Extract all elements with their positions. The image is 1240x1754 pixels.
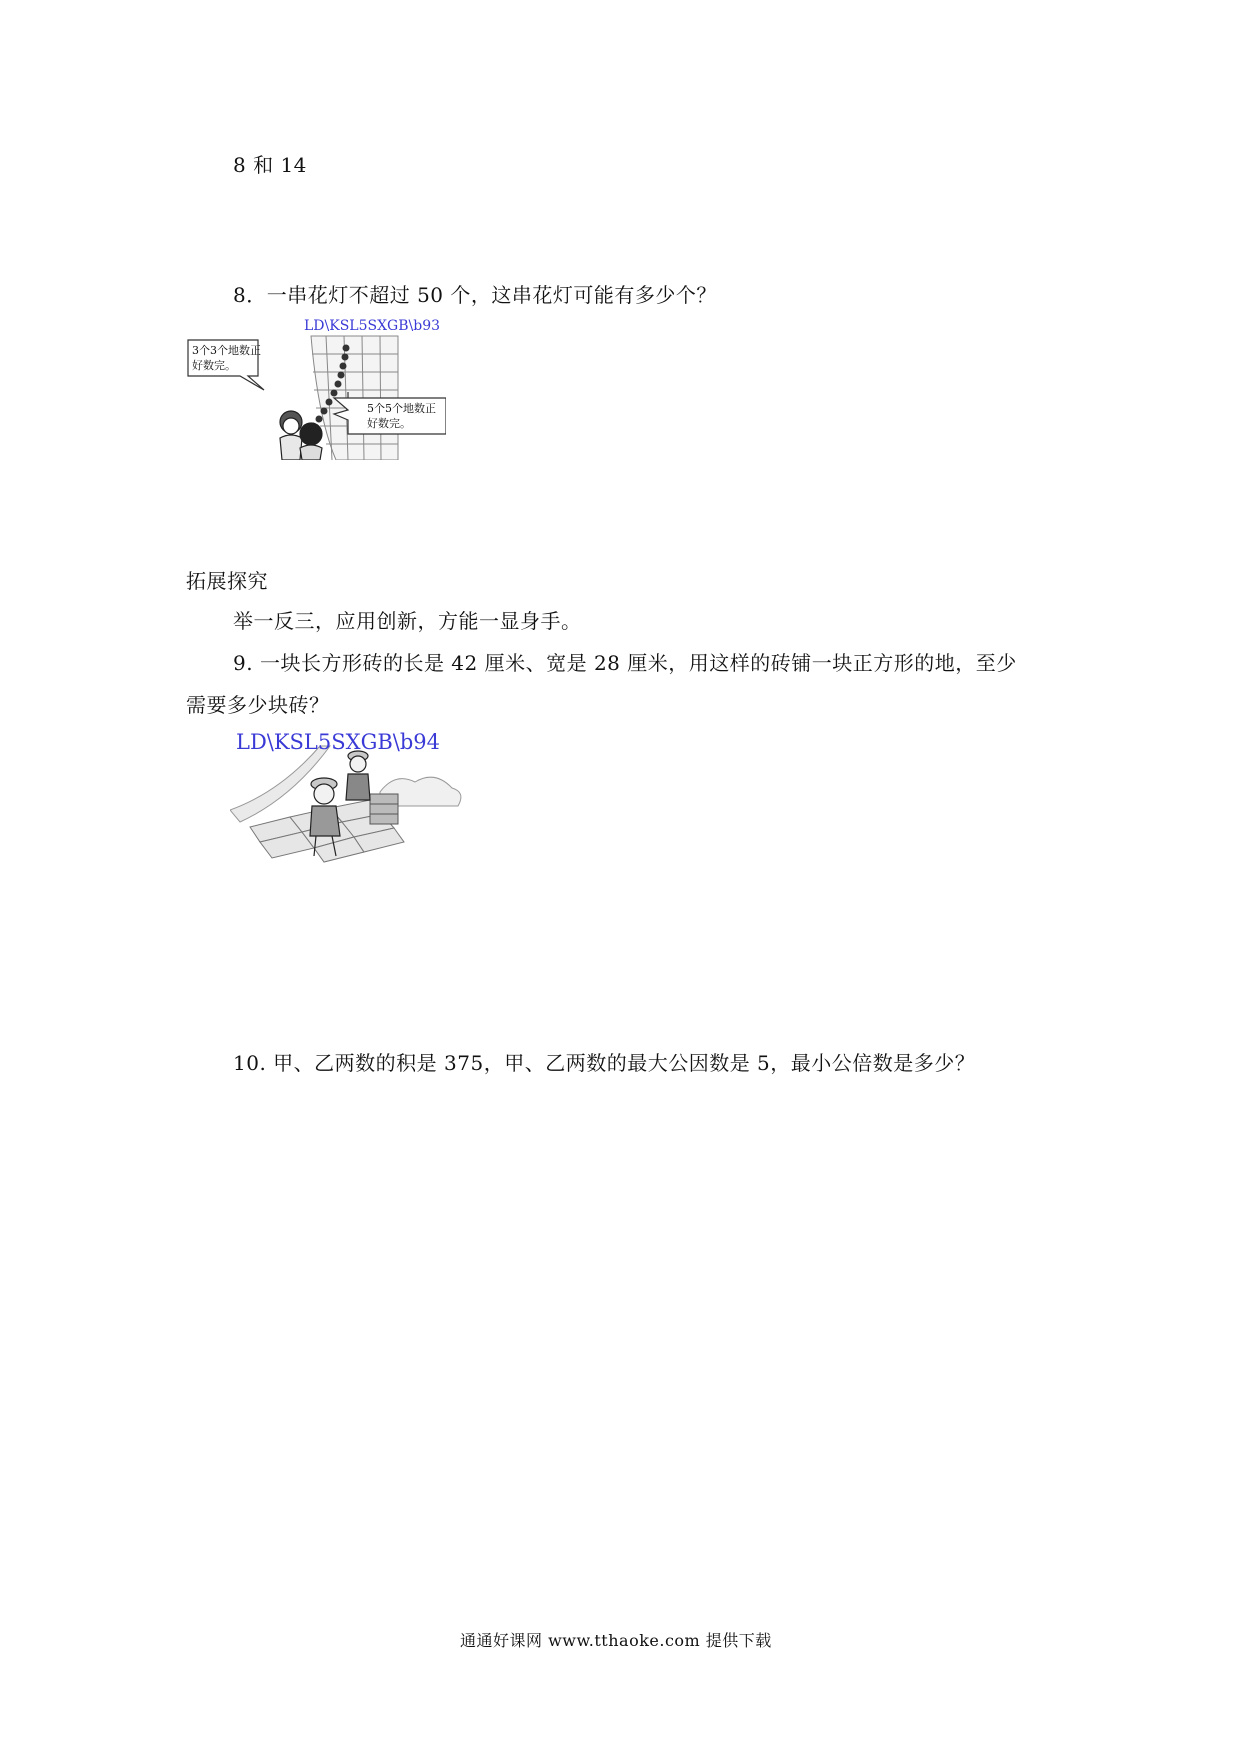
figure-lantern-illustration [186, 318, 446, 460]
figure-tiling-illustration [230, 732, 470, 867]
question-9-line-2: 需要多少块砖？ [186, 693, 330, 717]
question-10: 10. 甲、乙两数的积是 375，甲、乙两数的最大公因数是 5，最小公倍数是多少？ [233, 1051, 976, 1075]
footer-text: 通通好课网 www.tthaoke.com 提供下载 [460, 1631, 772, 1650]
answer-text: 8 和 14 [233, 153, 307, 177]
question-8: 8．一串花灯不超过 50 个，这串花灯可能有多少个？ [233, 283, 717, 307]
figure-1-label: LD\KSL5SXGB\b93 [304, 318, 441, 334]
section-intro: 举一反三，应用创新，方能一显身手。 [233, 609, 582, 633]
section-title: 拓展探究 [186, 569, 268, 593]
lantern-drawing [186, 318, 446, 460]
left-speech-bubble: 3个3个地数正 好数完。 [192, 344, 261, 372]
figure-2-label: LD\KSL5SXGB\b94 [236, 730, 441, 754]
right-speech-bubble: 5个5个地数正 好数完。 [367, 402, 436, 430]
question-9-line-1: 9. 一块长方形砖的长是 42 厘米、宽是 28 厘米，用这样的砖铺一块正方形的地，至少 [233, 651, 1017, 675]
